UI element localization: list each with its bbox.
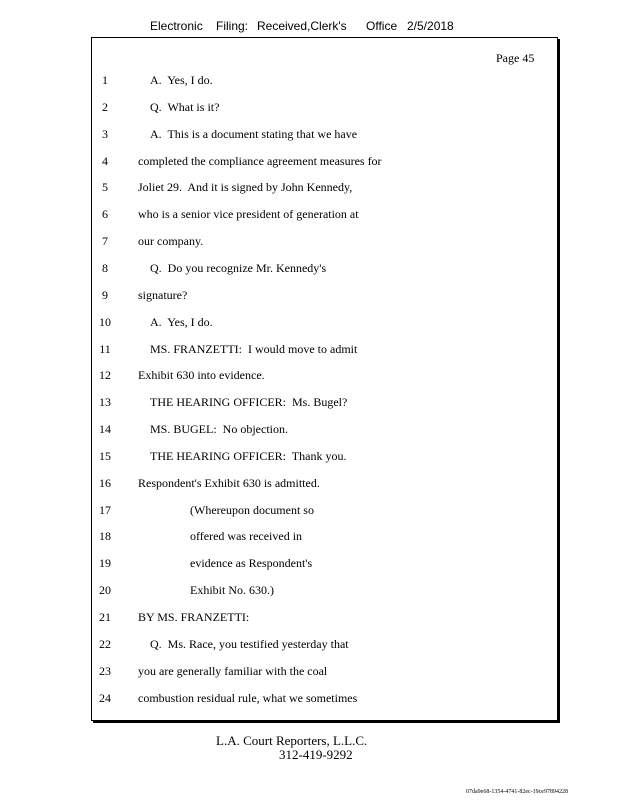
line-text: THE HEARING OFFICER: Thank you. <box>150 448 347 463</box>
line-number: 5 <box>102 180 108 195</box>
line-number: 18 <box>99 529 111 544</box>
line-text: combustion residual rule, what we sometimes <box>138 690 358 705</box>
line-number: 21 <box>99 610 111 624</box>
filing-header-filing: Filing: <box>216 19 249 33</box>
line-number: 12 <box>99 368 111 383</box>
line-text: signature? <box>138 287 188 302</box>
line-number: 1 <box>102 73 108 87</box>
line-text: evidence as Respondent's <box>190 556 313 571</box>
transcript-line <box>0 261 618 279</box>
transcript-line <box>0 529 618 547</box>
line-number: 2 <box>102 99 108 114</box>
document-hash: 07da9e68-1354-4741-82ec-19ce97894228 <box>466 789 568 795</box>
transcript-line <box>0 100 618 118</box>
footer-company: L.A. Court Reporters, L.L.C. <box>216 733 368 748</box>
transcript-line <box>0 476 618 494</box>
transcript-line <box>0 503 618 521</box>
transcript-line <box>0 664 618 682</box>
line-text: who is a senior vice president of generation at <box>138 207 359 222</box>
line-text: Exhibit 630 into evidence. <box>138 368 265 383</box>
transcript-line <box>0 368 618 386</box>
line-number: 14 <box>99 422 111 437</box>
line-text: our company. <box>138 234 204 249</box>
line-text: Q. What is it? <box>150 99 220 114</box>
transcript-line <box>0 315 618 333</box>
transcript-line <box>0 234 618 252</box>
transcript-line <box>0 610 618 628</box>
transcript-line <box>0 395 618 413</box>
transcript-line <box>0 556 618 574</box>
line-number: 19 <box>99 556 111 571</box>
line-text: you are generally familiar with the coal <box>138 663 328 678</box>
line-number: 4 <box>102 153 108 168</box>
page-number: Page 45 <box>496 51 535 65</box>
filing-header-received: Received,Clerk's <box>257 19 347 33</box>
transcript-line <box>0 73 618 91</box>
line-text: THE HEARING OFFICER: Ms. Bugel? <box>150 395 348 410</box>
line-number: 3 <box>102 126 108 141</box>
line-text: Joliet 29. And it is signed by John Kennedy, <box>138 180 353 195</box>
transcript-line <box>0 637 618 655</box>
line-number: 16 <box>99 475 111 490</box>
line-number: 6 <box>102 207 108 222</box>
line-text: Q. Ms. Race, you testified yesterday that <box>150 636 349 651</box>
line-number: 24 <box>99 690 111 705</box>
transcript-line <box>0 449 618 467</box>
line-text: BY MS. FRANZETTI: <box>138 610 250 624</box>
line-number: 23 <box>99 663 111 678</box>
line-number: 11 <box>99 341 111 356</box>
line-text: MS. FRANZETTI: I would move to admit <box>150 341 358 356</box>
line-text: A. Yes, I do. <box>150 314 213 329</box>
line-number: 20 <box>99 583 111 598</box>
line-text: offered was received in <box>190 529 303 544</box>
line-number: 8 <box>102 260 108 275</box>
line-number: 13 <box>99 395 111 410</box>
filing-header-date: 2/5/2018 <box>407 19 454 33</box>
line-number: 17 <box>99 502 111 517</box>
line-number: 7 <box>102 234 108 249</box>
line-number: 15 <box>99 448 111 463</box>
transcript-line <box>0 127 618 145</box>
line-number: 10 <box>99 314 111 329</box>
transcript-line <box>0 422 618 440</box>
line-text: Exhibit No. 630.) <box>190 583 274 598</box>
filing-header-office: Office <box>366 19 398 33</box>
transcript-line <box>0 691 618 709</box>
line-text: A. This is a document stating that we have <box>150 126 358 141</box>
line-text: A. Yes, I do. <box>150 73 213 87</box>
line-text: Q. Do you recognize Mr. Kennedy's <box>150 260 327 275</box>
line-number: 22 <box>99 636 111 651</box>
transcript-line <box>0 288 618 306</box>
line-text: completed the compliance agreement measures for <box>138 153 382 168</box>
transcript-line <box>0 180 618 198</box>
footer-phone: 312-419-9292 <box>279 747 353 762</box>
filing-header-electronic: Electronic <box>150 19 203 33</box>
line-text: (Whereupon document so <box>190 502 314 517</box>
line-text: Respondent's Exhibit 630 is admitted. <box>138 475 320 490</box>
transcript-line <box>0 342 618 360</box>
transcript-line <box>0 154 618 172</box>
line-text: MS. BUGEL: No objection. <box>150 422 288 437</box>
line-number: 9 <box>102 287 108 302</box>
transcript-line <box>0 583 618 601</box>
filing-header <box>150 19 550 37</box>
transcript-line <box>0 207 618 225</box>
